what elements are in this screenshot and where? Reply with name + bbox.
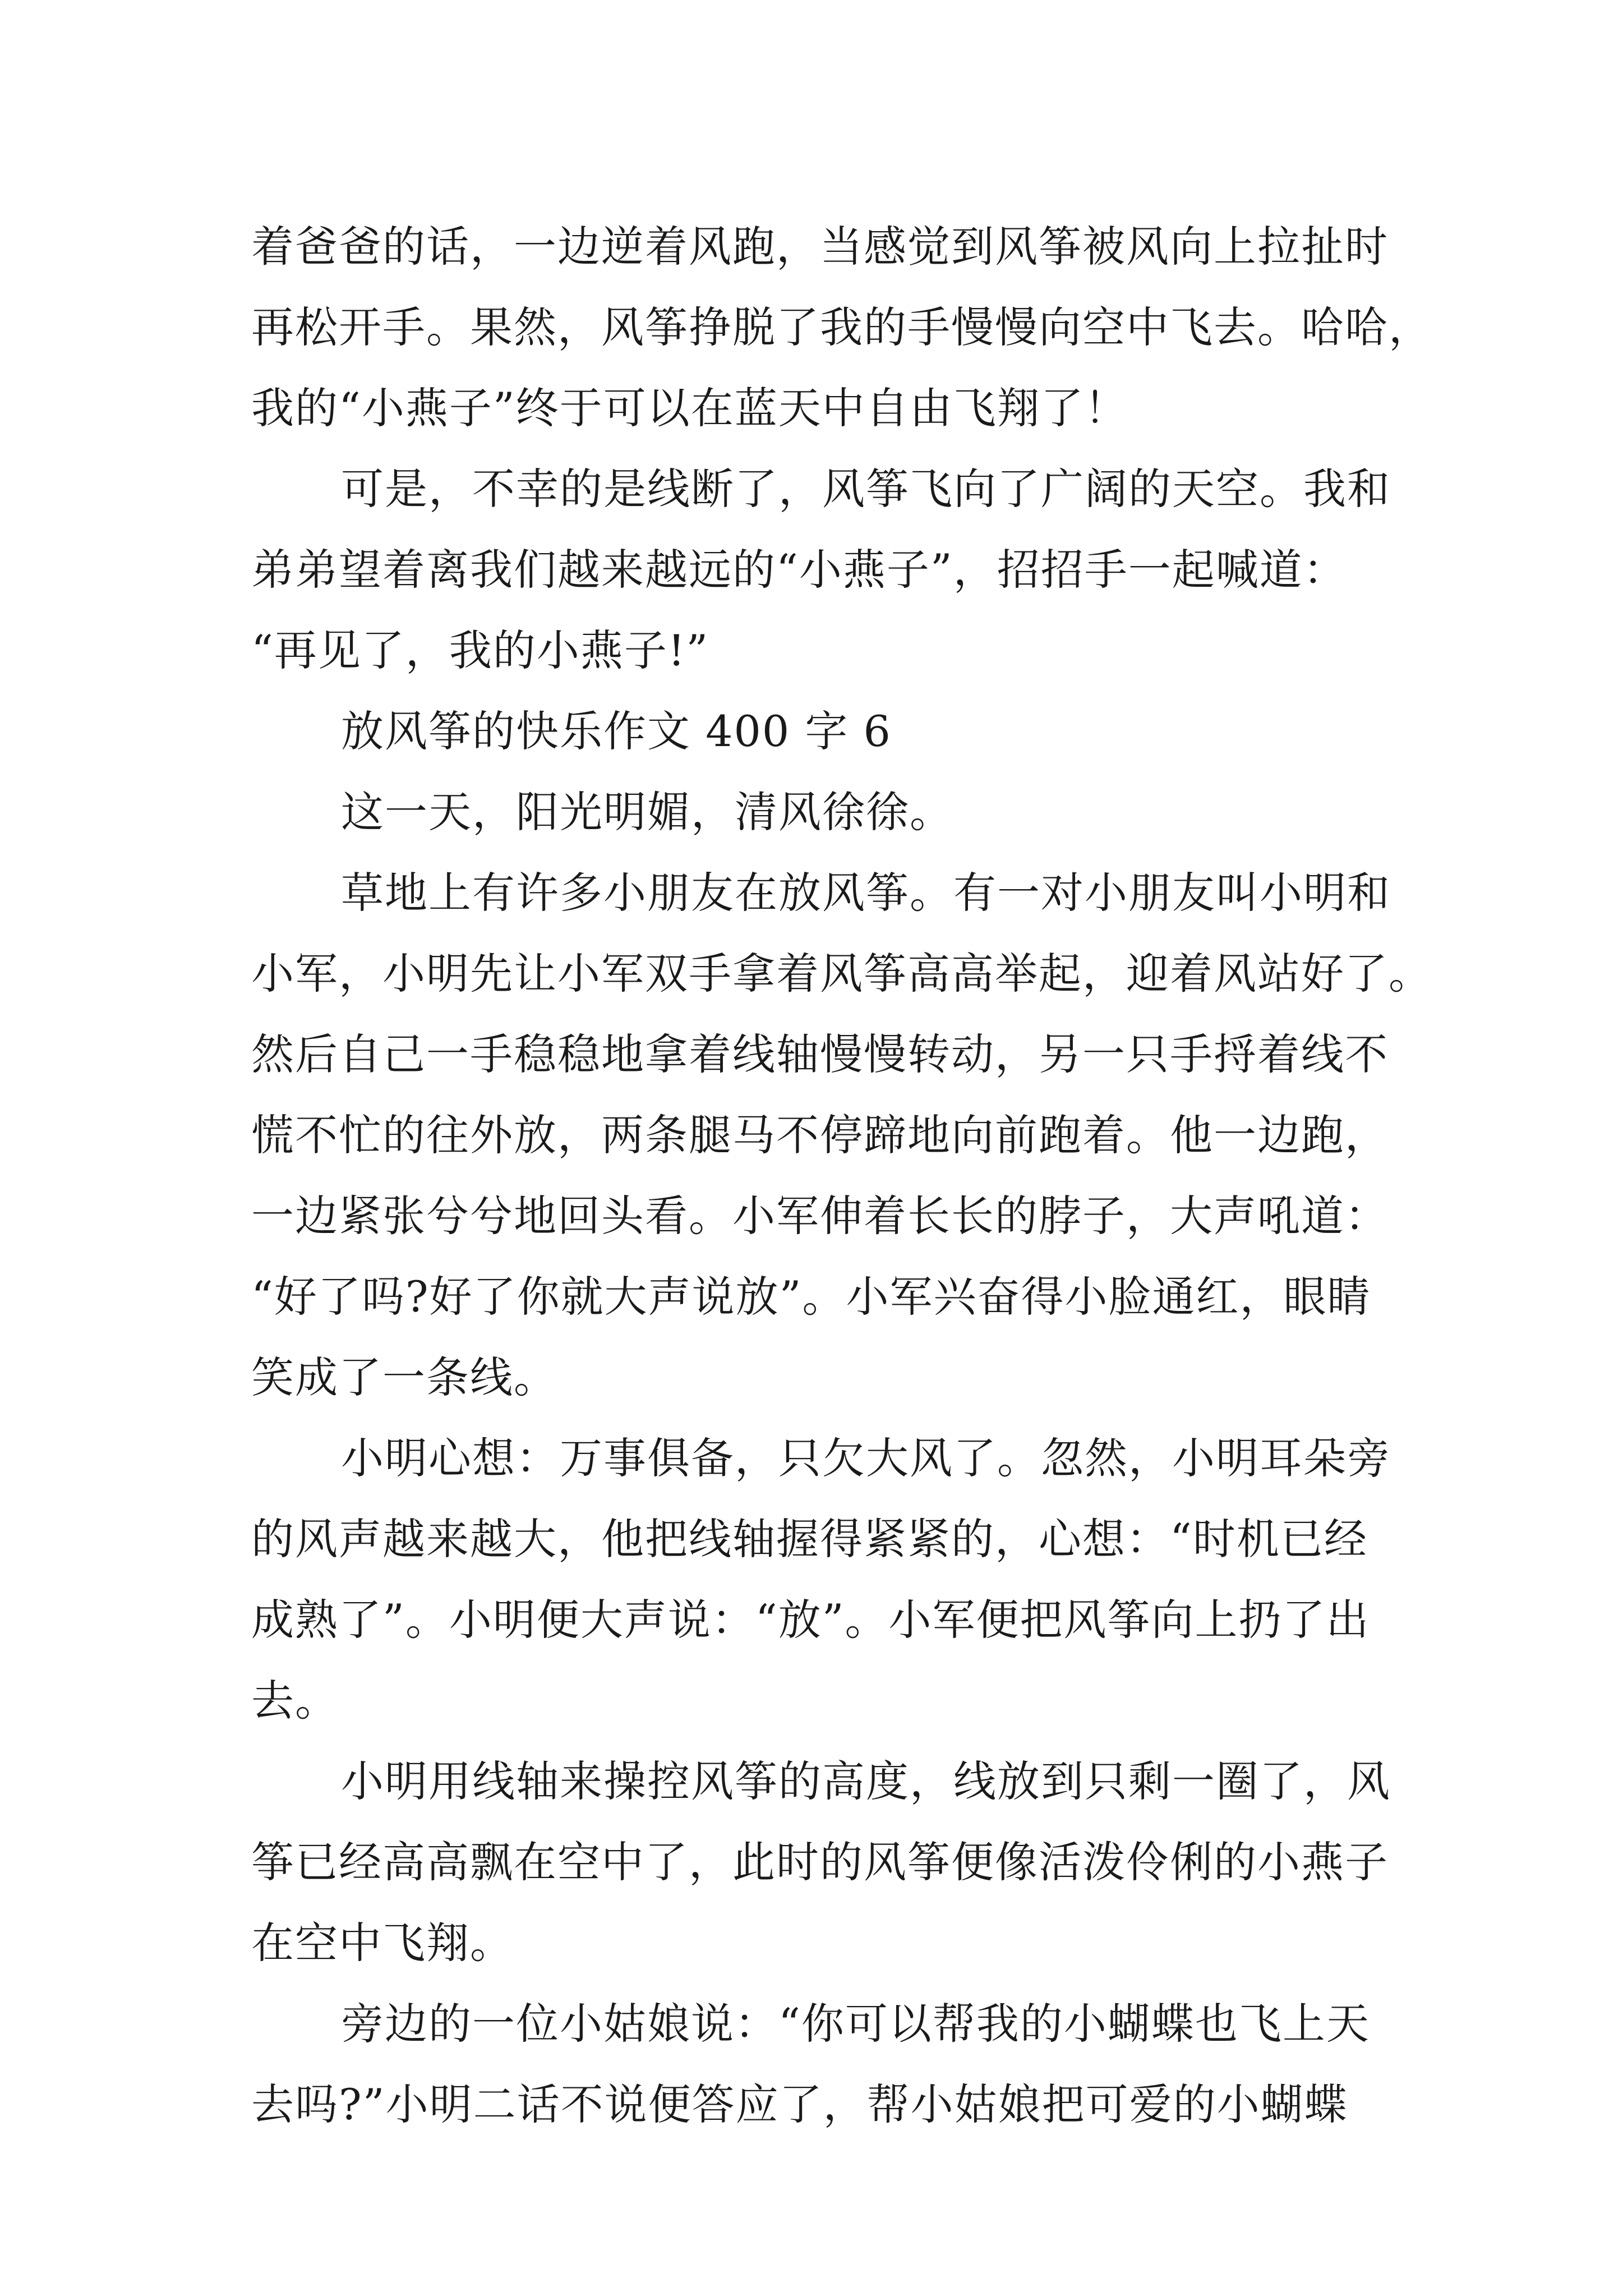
text-line: 可是，不幸的是线断了，风筝飞向了广阔的天空。我和 [341,464,1391,514]
text-line: 去吗?”小明二话不说便答应了，帮小姑娘把可爱的小蝴蝶 [251,2079,1348,2129]
text-line: “好了吗?好了你就大声说放”。小军兴奋得小脸通红，眼睛 [251,1272,1371,1322]
text-line: 的风声越来越大，他把线轴握得紧紧的，心想：“时机已经 [251,1514,1368,1564]
text-line: 一边紧张兮兮地回头看。小军伸着长长的脖子，大声吼道： [251,1191,1389,1241]
text-line: 着爸爸的话，一边逆着风跑，当感觉到风筝被风向上拉扯时 [251,222,1389,272]
text-line: 这一天，阳光明媚，清风徐徐。 [341,787,953,837]
text-line: 我的“小燕子”终于可以在蓝天中自由飞翔了！ [251,383,1128,433]
text-line: 然后自己一手稳稳地拿着线轴慢慢转动，另一只手捋着线不 [251,1029,1389,1079]
text-line: 在空中飞翔。 [251,1918,514,1968]
text-line: 去。 [251,1676,339,1726]
paragraph [251,772,1384,853]
text-line: 草地上有许多小朋友在放风筝。有一对小朋友叫小明和 [341,868,1391,918]
text-line: 成熟了”。小明便大声说：“放”。小军便把风筝向上扔了出 [251,1595,1370,1645]
text-line: 小明心想：万事俱备，只欠大风了。忽然，小明耳朵旁 [341,1433,1391,1483]
section-heading [251,691,1384,772]
paragraph [251,853,1432,1418]
paragraph [251,1741,1391,1984]
text-line: “再见了，我的小燕子!” [251,625,709,675]
text-line: 旁边的一位小姑娘说：“你可以帮我的小蝴蝶也飞上天 [341,1999,1370,2049]
document-body [251,206,1432,2145]
text-line: 小军，小明先让小军双手拿着风筝高高举起，迎着风站好了。 [251,949,1432,999]
text-line: 小明用线轴来操控风筝的高度，线放到只剩一圈了，风 [341,1756,1391,1806]
text-line: 笑成了一条线。 [251,1352,557,1402]
text-line: 慌不忙的往外放，两条腿马不停蹄地向前跑着。他一边跑， [251,1110,1389,1160]
text-line: 筝已经高高飘在空中了，此时的风筝便像活泼伶俐的小燕子 [251,1837,1389,1887]
text-line: 再松开手。果然，风筝挣脱了我的手慢慢向空中飞去。哈哈， [251,302,1432,352]
paragraph [251,449,1391,691]
paragraph [251,1418,1391,1741]
paragraph [251,206,1432,449]
text-line: 放风筝的快乐作文 400 字 6 [341,706,892,756]
text-line: 弟弟望着离我们越来越远的“小燕子”，招招手一起喊道： [251,545,1347,595]
paragraph [251,1984,1384,2145]
